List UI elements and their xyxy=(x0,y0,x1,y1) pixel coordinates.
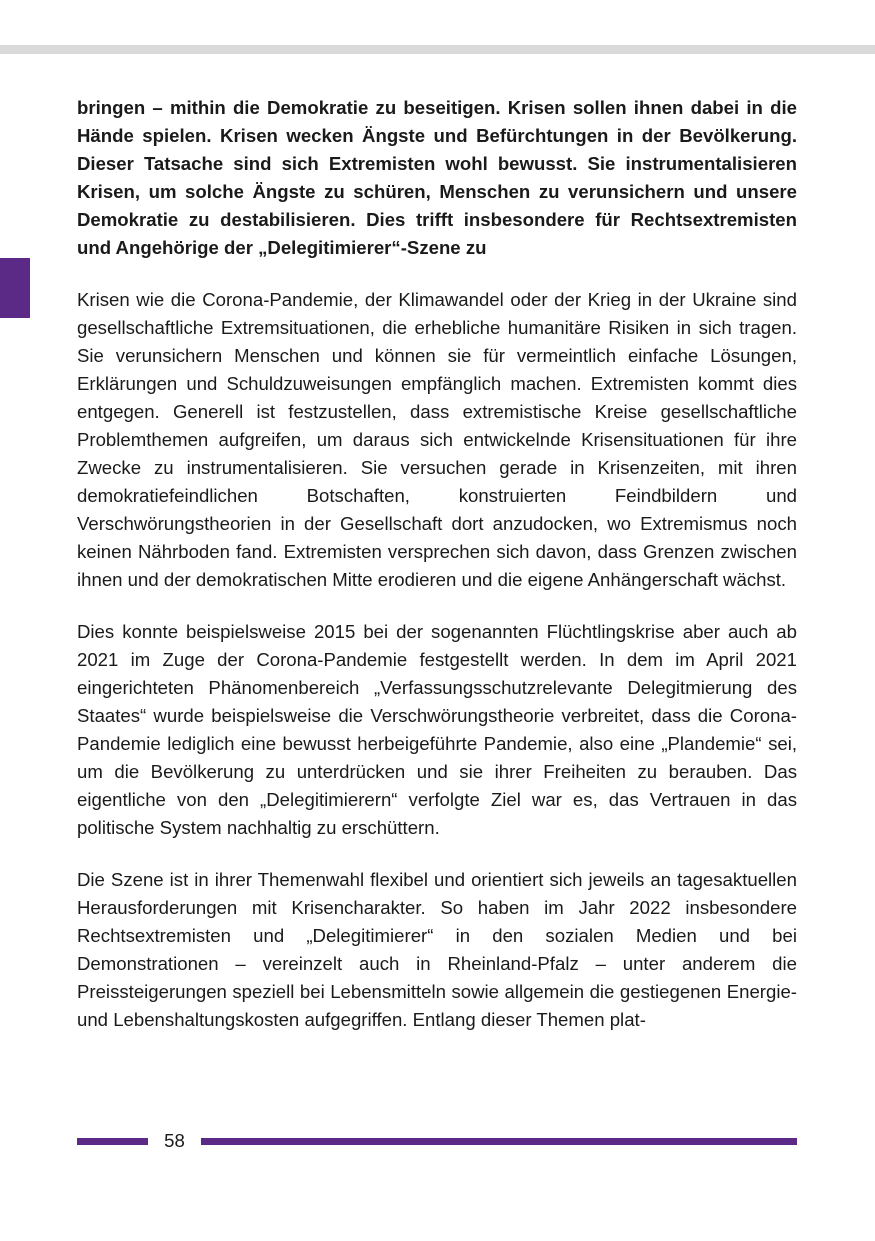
lead-paragraph: bringen – mithin die Demokratie zu beseitigen. Krisen sollen ihnen dabei in die Hände spielen. Krisen wecken Ängste und Befürchtungen in der Bevölkerung. Dieser Tatsache sind sich Extremisten wohl bewusst. Sie instrumentalisieren Krisen, um solche Ängste zu schüren, Menschen zu verunsichern und unsere Demokratie zu destabilisieren. Dies trifft insbesondere für Rechtsextremisten und Angehörige der „Delegitimierer“-Szene zu xyxy=(77,97,797,258)
body-paragraph-3: Die Szene ist in ihrer Themenwahl flexibel und orientiert sich jeweils an tagesaktuellen Herausforderungen mit Krisencharakter. So haben im Jahr 2022 insbesondere Rechtsextremisten und „Delegitimierer“ in den sozialen Medien und bei Demonstrationen – vereinzelt auch in Rheinland-Pfalz – unter anderem die Preissteigerungen speziell bei Lebensmitteln sowie allgemein die gestiegenen Energie- und Lebenshaltungskosten aufgegriffen. Entlang dieser Themen plat- xyxy=(77,869,797,1030)
page-footer xyxy=(77,1128,797,1154)
top-divider xyxy=(0,45,875,54)
body-paragraph-1: Krisen wie die Corona-Pandemie, der Klimawandel oder der Krieg in der Ukraine sind gesellschaftliche Extremsituationen, die erhebliche humanitäre Risiken in sich tragen. Sie verunsichern Menschen und können sie für vermeintlich einfache Lösungen, Erklärungen und Schuldzuweisungen empfänglich machen. Extremisten kommt dies entgegen. Generell ist festzustellen, dass extremistische Kreise gesellschaftliche Problemthemen aufgreifen, um daraus sich entwickelnde Krisensituationen für ihre Zwecke zu instrumentalisieren. Sie versuchen gerade in Krisenzeiten, mit ihren demokratiefeindlichen Botschaften, konstruierten Feindbildern und Verschwörungstheorien in der Gesellschaft dort anzudocken, wo Extremismus noch keinen Nährboden fand. Extremisten versprechen sich davon, dass Grenzen zwischen ihnen und der demokratischen Mitte erodieren und die eigene Anhängerschaft wächst. xyxy=(77,289,797,590)
chapter-marker-tab xyxy=(0,258,30,318)
page-number: 58 xyxy=(164,1130,185,1151)
footer-bar-left xyxy=(77,1138,148,1145)
page-body xyxy=(77,94,797,1058)
body-paragraph-2: Dies konnte beispielsweise 2015 bei der sogenannten Flüchtlingskrise aber auch ab 2021 im Zuge der Corona-Pandemie festgestellt werden. In dem im April 2021 eingerichteten Phänomenbereich „Verfassungsschutzrelevante Delegitmierung des Staates“ wurde beispielsweise die Verschwörungstheorie verbreitet, dass die Corona-Pandemie lediglich eine bewusst herbeigeführte Pandemie, also eine „Plandemie“ sei, um die Bevölkerung zu unterdrücken und sie ihrer Freiheiten zu berauben. Das eigentliche von den „Delegitimierern“ verfolgte Ziel war es, das Vertrauen in das politische System nachhaltig zu erschüttern. xyxy=(77,621,797,838)
footer-bar-right xyxy=(201,1138,797,1145)
